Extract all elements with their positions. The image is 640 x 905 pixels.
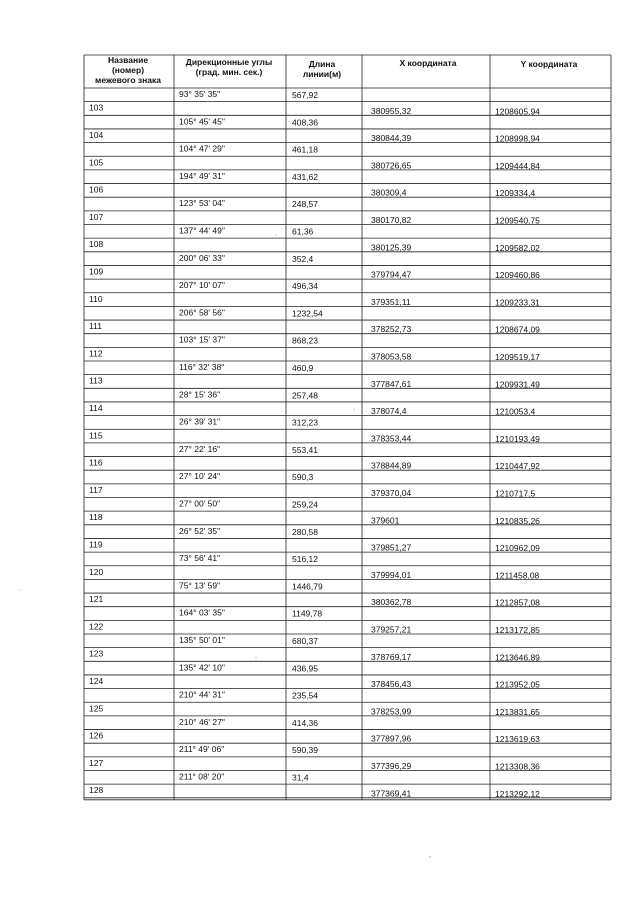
header-x-coordinate: X координата [399, 58, 457, 68]
direction-angle-117: 27° 00' 50" [179, 498, 221, 509]
direction-angle-115: 27° 22' 16" [179, 443, 221, 454]
point-id-109: 109 [89, 266, 104, 277]
line-length-107: 61,36 [292, 226, 314, 237]
x-coordinate-112: 378053,58 [371, 351, 412, 362]
line-length-104: 461,18 [292, 144, 318, 155]
line-length-112: 460,9 [292, 363, 314, 373]
point-id-111: 111 [89, 321, 102, 332]
leading-segment-angle: 93° 35' 35" [179, 89, 221, 99]
point-id-124: 124 [89, 675, 104, 686]
header-angle-line-2: (град. мин. сек.) [195, 67, 263, 77]
x-coordinate-128: 377369,41 [371, 788, 412, 799]
header-length-line-1: Длина [308, 59, 336, 69]
header-name-line-3: межевого знака [95, 75, 161, 85]
y-coordinate-110: 1209233,31 [495, 297, 540, 308]
x-coordinate-114: 378074,4 [371, 406, 407, 417]
direction-angle-111: 103° 15' 37" [179, 334, 225, 345]
header-angle-line-1: Дирекционные углы [185, 57, 273, 67]
line-length-116: 590,3 [292, 472, 314, 483]
header-length-line-2: линии(м) [302, 69, 342, 79]
header-name-line-2: (номер) [111, 65, 145, 75]
direction-angle-116: 27° 10' 24" [179, 471, 221, 482]
line-length-117: 259,24 [292, 499, 318, 510]
y-coordinate-126: 1213619,63 [495, 734, 540, 745]
x-coordinate-118: 379601 [371, 515, 400, 526]
x-coordinate-111: 378252,73 [371, 324, 412, 335]
line-length-108: 352,4 [292, 253, 314, 264]
y-coordinate-107: 1209540,75 [495, 215, 540, 226]
x-coordinate-103: 380955,32 [371, 105, 412, 116]
direction-angle-110: 206° 58' 56" [179, 307, 225, 318]
x-coordinate-120: 379994,01 [371, 569, 412, 580]
x-coordinate-125: 378253,99 [371, 706, 412, 717]
line-length-123: 436,95 [292, 663, 318, 674]
x-coordinate-110: 379351,11 [371, 296, 411, 307]
direction-angle-112: 116° 32' 38" [179, 362, 225, 372]
x-coordinate-123: 378769,17 [371, 651, 412, 662]
y-coordinate-108: 1209582,02 [495, 242, 540, 253]
x-coordinate-117: 379370,04 [371, 488, 412, 498]
y-coordinate-118: 1210835,26 [495, 515, 540, 526]
point-id-118: 118 [89, 512, 103, 523]
direction-angle-106: 123° 53' 04" [179, 198, 225, 209]
x-coordinate-113: 377847,61 [371, 378, 412, 389]
leading-segment-length: 567,92 [292, 90, 318, 100]
direction-angle-103: 105° 45' 45" [179, 116, 225, 127]
header-y-coordinate: Y координата [520, 59, 578, 69]
line-length-115: 553,41 [292, 444, 318, 455]
line-length-127: 31,4 [292, 772, 309, 783]
x-coordinate-124: 378456,43 [371, 679, 412, 690]
x-coordinate-108: 380125,39 [371, 242, 412, 253]
y-coordinate-111: 1208674,09 [495, 324, 540, 335]
line-length-111: 868,23 [292, 335, 318, 346]
direction-angle-121: 164° 03' 35" [179, 607, 225, 618]
header-name-line-1: Название [107, 55, 149, 65]
direction-angle-125: 210° 46' 27" [179, 716, 225, 727]
line-length-114: 312,23 [292, 417, 318, 428]
direction-angle-120: 75° 13' 59" [179, 580, 221, 591]
direction-angle-104: 104° 47' 29" [179, 143, 225, 154]
y-coordinate-125: 1213831,65 [495, 706, 540, 717]
point-id-110: 110 [89, 293, 103, 304]
point-id-106: 106 [89, 184, 104, 195]
direction-angle-124: 210° 44' 31" [179, 689, 225, 700]
x-coordinate-106: 380309,4 [371, 187, 407, 198]
y-coordinate-128: 1213292,12 [495, 788, 540, 799]
direction-angle-119: 73° 56' 41" [179, 553, 221, 564]
line-length-124: 235,54 [292, 690, 318, 701]
y-coordinate-115: 1210193,49 [495, 433, 540, 444]
point-id-116: 116 [89, 457, 103, 468]
line-length-103: 408,36 [292, 117, 318, 128]
line-length-113: 257,48 [292, 390, 318, 401]
x-coordinate-115: 378353,44 [371, 433, 412, 444]
x-coordinate-105: 380726,65 [371, 160, 412, 171]
direction-angle-118: 26° 52' 35" [179, 525, 221, 536]
y-coordinate-121: 1212857,08 [495, 597, 540, 608]
y-coordinate-109: 1209460,86 [495, 270, 540, 281]
point-id-122: 122 [89, 621, 104, 632]
line-length-119: 516,12 [292, 554, 318, 565]
y-coordinate-116: 1210447,92 [495, 461, 540, 472]
point-id-103: 103 [89, 102, 104, 113]
point-id-105: 105 [89, 157, 104, 168]
point-id-104: 104 [89, 129, 104, 140]
y-coordinate-113: 1209931,49 [495, 379, 540, 390]
point-id-117: 117 [89, 484, 103, 495]
x-coordinate-116: 378844,89 [371, 460, 412, 471]
point-id-123: 123 [89, 648, 104, 659]
line-length-120: 1446,79 [292, 581, 323, 592]
line-length-126: 590,39 [292, 745, 318, 756]
point-id-113: 113 [89, 375, 103, 386]
direction-angle-114: 26° 39' 31" [179, 416, 221, 427]
line-length-121: 1149,78 [292, 608, 323, 619]
table-header [95, 55, 578, 85]
direction-angle-127: 211° 08' 20" [179, 771, 225, 782]
line-length-109: 496,34 [292, 281, 318, 292]
x-coordinate-104: 380844,39 [371, 133, 412, 144]
y-coordinate-103: 1208605,94 [495, 106, 540, 117]
x-coordinate-107: 380170,82 [371, 215, 412, 225]
line-length-118: 280,58 [292, 526, 318, 537]
y-coordinate-122: 1213172,85 [495, 625, 540, 635]
x-coordinate-121: 380362,78 [371, 597, 412, 608]
direction-angle-107: 137° 44' 49" [179, 225, 225, 236]
direction-angle-126: 211° 49' 06" [179, 744, 225, 755]
point-id-126: 126 [89, 730, 104, 741]
y-coordinate-127: 1213308,36 [495, 761, 540, 772]
direction-angle-123: 135° 42' 10" [179, 662, 225, 673]
point-id-108: 108 [89, 239, 104, 250]
line-length-105: 431,62 [292, 171, 318, 182]
direction-angle-113: 28° 15' 36" [179, 389, 221, 400]
x-coordinate-127: 377396,29 [371, 761, 412, 771]
line-length-122: 680,37 [292, 636, 318, 646]
point-id-121: 121 [89, 594, 104, 605]
point-id-125: 125 [89, 703, 104, 714]
point-id-114: 114 [89, 402, 103, 413]
point-id-120: 120 [89, 566, 104, 577]
point-id-112: 112 [89, 348, 103, 359]
point-id-115: 115 [89, 430, 103, 441]
point-id-119: 119 [89, 539, 103, 550]
y-coordinate-106: 1209334,4 [495, 188, 536, 199]
line-length-125: 414,36 [292, 717, 318, 728]
point-id-107: 107 [89, 211, 104, 222]
y-coordinate-117: 1210717,5 [495, 488, 536, 499]
scan-noise [19, 234, 431, 858]
y-coordinate-104: 1208998,94 [495, 133, 540, 144]
direction-angle-105: 194° 49' 31" [179, 170, 225, 181]
direction-angle-108: 200° 06' 33" [179, 252, 225, 263]
line-length-110: 1232,54 [292, 308, 323, 319]
table-body [89, 89, 540, 799]
point-id-128: 128 [89, 785, 104, 796]
y-coordinate-124: 1213952,05 [495, 679, 540, 690]
y-coordinate-112: 1209519,17 [495, 352, 540, 362]
y-coordinate-119: 1210962,09 [495, 543, 540, 554]
y-coordinate-120: 1211458,08 [495, 570, 540, 581]
x-coordinate-126: 377897,96 [371, 733, 412, 744]
line-length-106: 248,57 [292, 199, 318, 210]
y-coordinate-123: 1213646,89 [495, 652, 540, 663]
direction-angle-109: 207° 10' 07" [179, 280, 225, 291]
direction-angle-122: 135° 50' 01" [179, 635, 225, 645]
y-coordinate-105: 1209444,84 [495, 160, 540, 171]
x-coordinate-119: 379851,27 [371, 542, 412, 553]
point-id-127: 127 [89, 757, 104, 768]
x-coordinate-109: 379794,47 [371, 269, 412, 280]
x-coordinate-122: 379257,21 [371, 624, 412, 635]
y-coordinate-114: 1210053,4 [495, 406, 536, 417]
